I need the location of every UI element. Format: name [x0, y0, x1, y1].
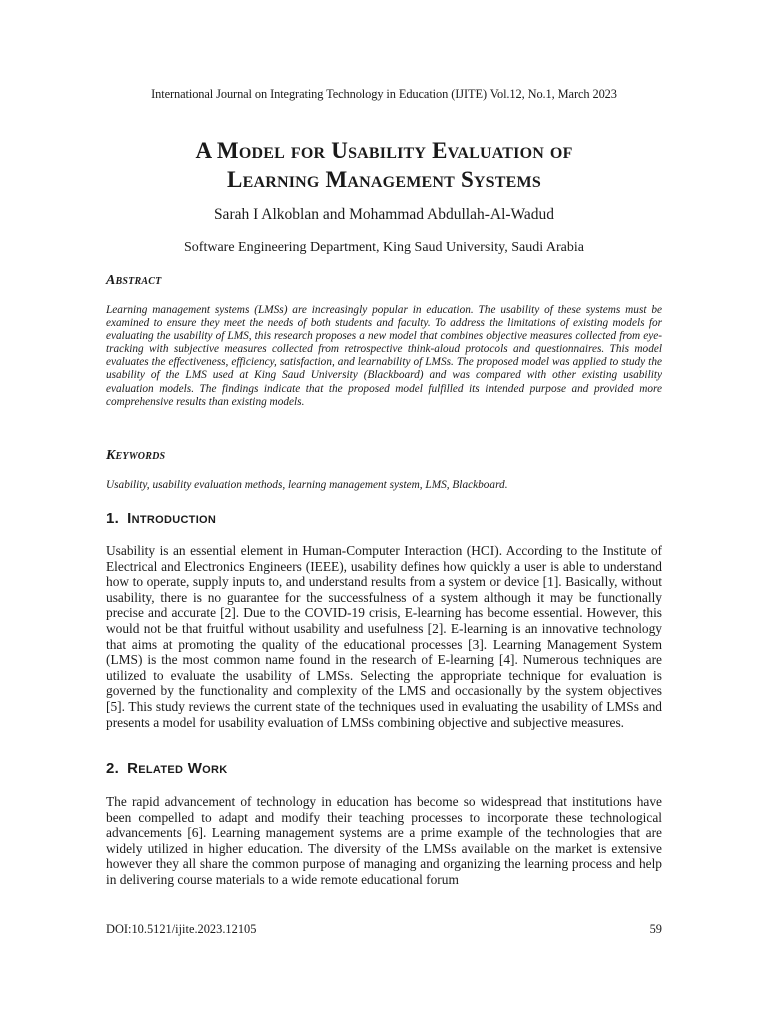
keywords-text: Usability, usability evaluation methods, learning management system, LMS, Blackboard.: [106, 479, 508, 491]
related-work-paragraph: The rapid advancement of technology in education has become so widespread that institutions have been compelled to adapt and modify their teaching processes to incorporate these technological advancements [6]. Learning management systems are a prime example of the technologies that are widely utilized in higher education. The diversity of the LMSs available on the market is extensive however they all share the common purpose of managing and organizing the learning process and help in delivering course materials to a wide remote educational forum: [106, 794, 662, 887]
title-line-1: A Model for Usability Evaluation of: [195, 138, 573, 163]
author-list: Sarah I Alkoblan and Mohammad Abdullah-Al-Wadud: [213, 206, 555, 223]
section-heading-introduction: [106, 510, 216, 527]
footer-doi: DOI:10.5121/ijite.2023.12105: [106, 922, 257, 936]
page-number: 59: [649, 922, 662, 936]
introduction-paragraph: Usability is an essential element in Human-Computer Interaction (HCI). According to the Institute of Electrical and Electronics Engineers (IEEE), usability defines how quickly a user is able to understand how to operate, supply inputs to, and understand results from a system or device [1]. Basically, without usability, there is no guarantee for the successfulness of a system although it may be functionally precise and accurate [2]. Due to the COVID-19 crisis, E-learning has become essential. However, this would not be that fruitful without usability and usefulness [2]. E-learning is an innovative technology that aims at promoting the quality of the educational processes [3]. Learning Management System (LMS) is the most common name found in the research of E-learning [4]. Numerous techniques are utilized to evaluate the usability of LMSs. Selecting the appropriate technique for evaluation is governed by the functionality and complexity of the LMS and occasionally by the system objectives [5]. This study reviews the current state of the techniques used in evaluating the usability of LMSs and presents a model for usability evaluation of LMSs combining objective and subjective measures.: [106, 543, 662, 730]
title-line-2: Learning Management Systems: [227, 167, 541, 192]
section-number: 2.: [106, 760, 120, 777]
running-header: International Journal on Integrating Technology in Education (IJITE) Vol.12, No.1, March 2023: [151, 87, 617, 101]
paper-title: [106, 136, 662, 194]
author-affiliation: Software Engineering Department, King Saud University, Saudi Arabia: [184, 240, 584, 255]
abstract-heading: Abstract: [106, 273, 162, 288]
keywords-heading: Keywords: [106, 448, 166, 463]
section-heading-related-work: [106, 760, 228, 777]
section-number: 1.: [106, 510, 120, 527]
section-title: Related Work: [127, 760, 228, 777]
paper-page: [106, 0, 662, 1024]
section-title: Introduction: [127, 510, 217, 527]
abstract-text: Learning management systems (LMSs) are increasingly popular in education. The usability of these systems must be examined to ensure they meet the needs of both students and faculty. To address the limitations of existing models for evaluating the usability of LMS, this research proposes a new model that combines objective measures collected from eye-tracking with subjective measures collected from retrospective think-aloud protocols and questionnaires. This model evaluates the effectiveness, efficiency, satisfaction, and learnability of LMSs. The proposed model was applied to study the usability of the LMS used at King Saud University (Blackboard) and was compared with other existing usability evaluation models. The findings indicate that the proposed model fulfilled its intended purpose and provided more comprehensive results than existing models.: [106, 304, 662, 408]
